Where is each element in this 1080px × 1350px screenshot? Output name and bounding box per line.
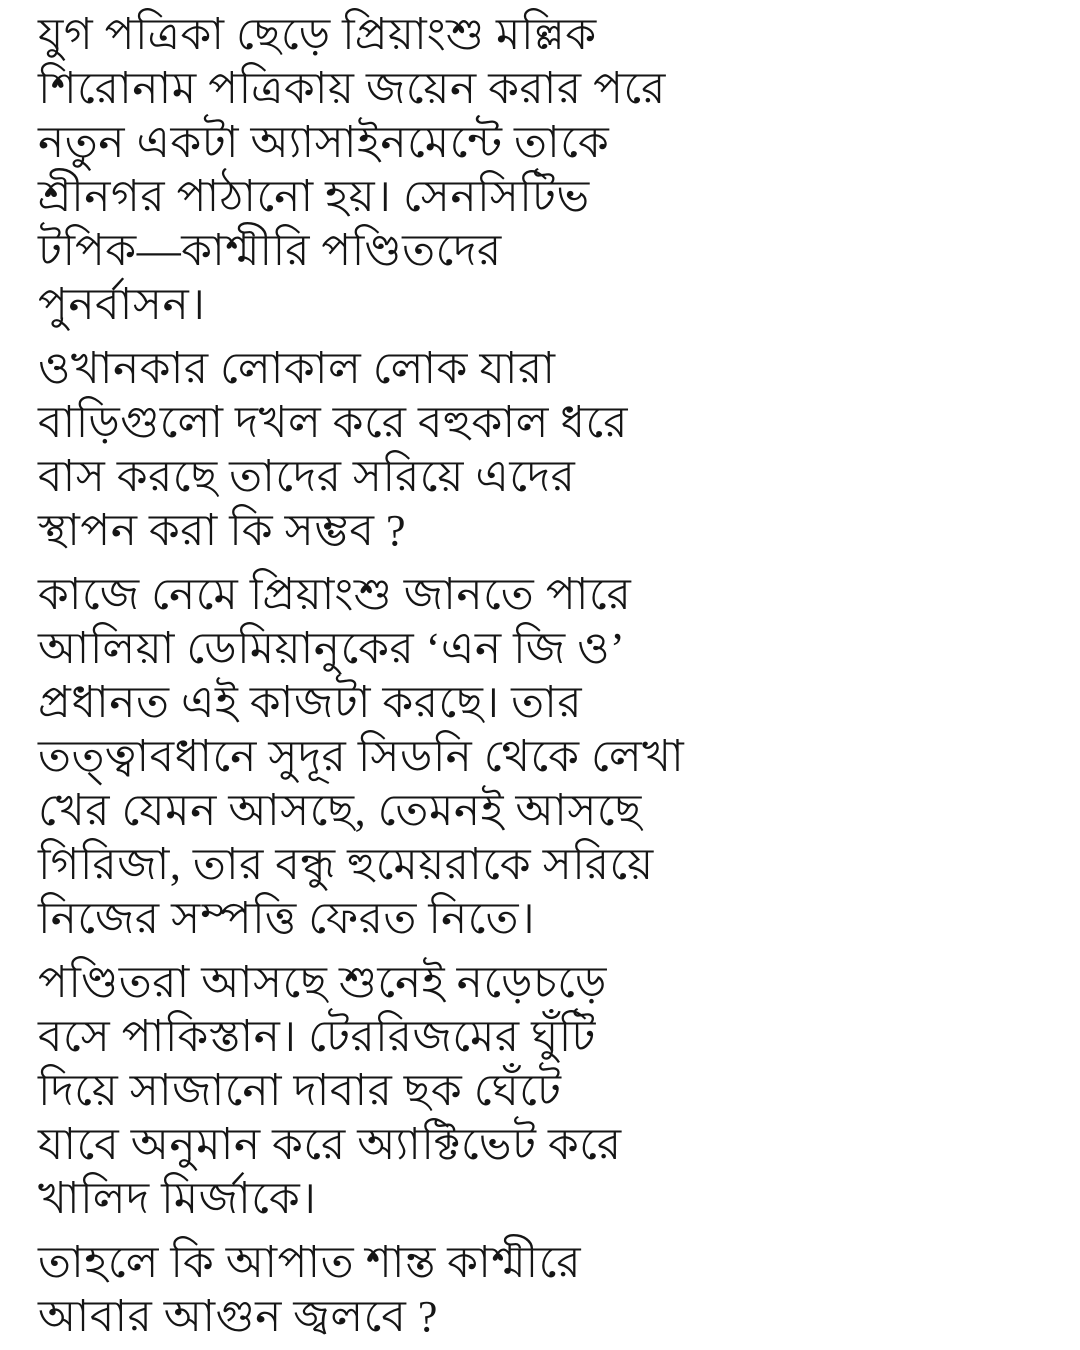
text-line: যুগ পত্রিকা ছেড়ে প্রিয়াংশু মল্লিক [38,10,597,59]
text-line: যাবে অনুমান করে অ্যাক্টিভেট করে [38,1120,622,1169]
text-line: খের যেমন আসছে, তেমনই আসছে [38,786,642,835]
text-line: টপিক—কাশ্মীরি পণ্ডিতদের [38,226,502,275]
paragraph-2 [38,342,1050,558]
text-line: গিরিজা, তার বন্ধু হুমেয়রাকে সরিয়ে [38,840,654,889]
text-line: দিয়ে সাজানো দাবার ছক ঘেঁটে [38,1066,562,1115]
text-line: প্রধানত এই কাজটা করছে। তার [38,678,583,727]
paragraph-3 [38,568,1050,946]
text-line: কাজে নেমে প্রিয়াংশু জানতে পারে [38,570,632,619]
text-line: নতুন একটা অ্যাসাইনমেন্টে তাকে [38,118,610,167]
text-line: বাড়িগুলো দখল করে বহুকাল ধরে [38,398,628,447]
text-line: খালিদ মির্জাকে। [38,1174,317,1223]
paragraph-1 [38,8,1050,332]
text-line: পুনর্বাসন। [38,280,206,329]
text-line: বসে পাকিস্তান। টেররিজমের ঘুঁটি [38,1012,596,1061]
text-line: আবার আগুন জ্বলবে ? [38,1292,438,1341]
text-line: শ্রীনগর পাঠানো হয়। সেনসিটিভ [38,172,590,221]
paragraph-5 [38,1236,1050,1344]
text-line: বাস করছে তাদের সরিয়ে এদের [38,452,576,501]
text-line: নিজের সম্পত্তি ফেরত নিতে। [38,894,536,943]
text-line: তত্ত্বাবধানে সুদূর সিডনি থেকে লেখা [38,732,685,781]
text-line: আলিয়া ডেমিয়ানুকের ‘এন জি ও’ [38,624,626,673]
text-line: স্থাপন করা কি সম্ভব ? [38,506,407,555]
paragraph-4 [38,956,1050,1226]
text-line: তাহলে কি আপাত শান্ত কাশ্মীরে [38,1238,582,1287]
text-line: শিরোনাম পত্রিকায় জয়েন করার পরে [38,64,666,113]
text-line: পণ্ডিতরা আসছে শুনেই নড়েচড়ে [38,958,607,1007]
text-line: ওখানকার লোকাল লোক যারা [38,344,556,393]
